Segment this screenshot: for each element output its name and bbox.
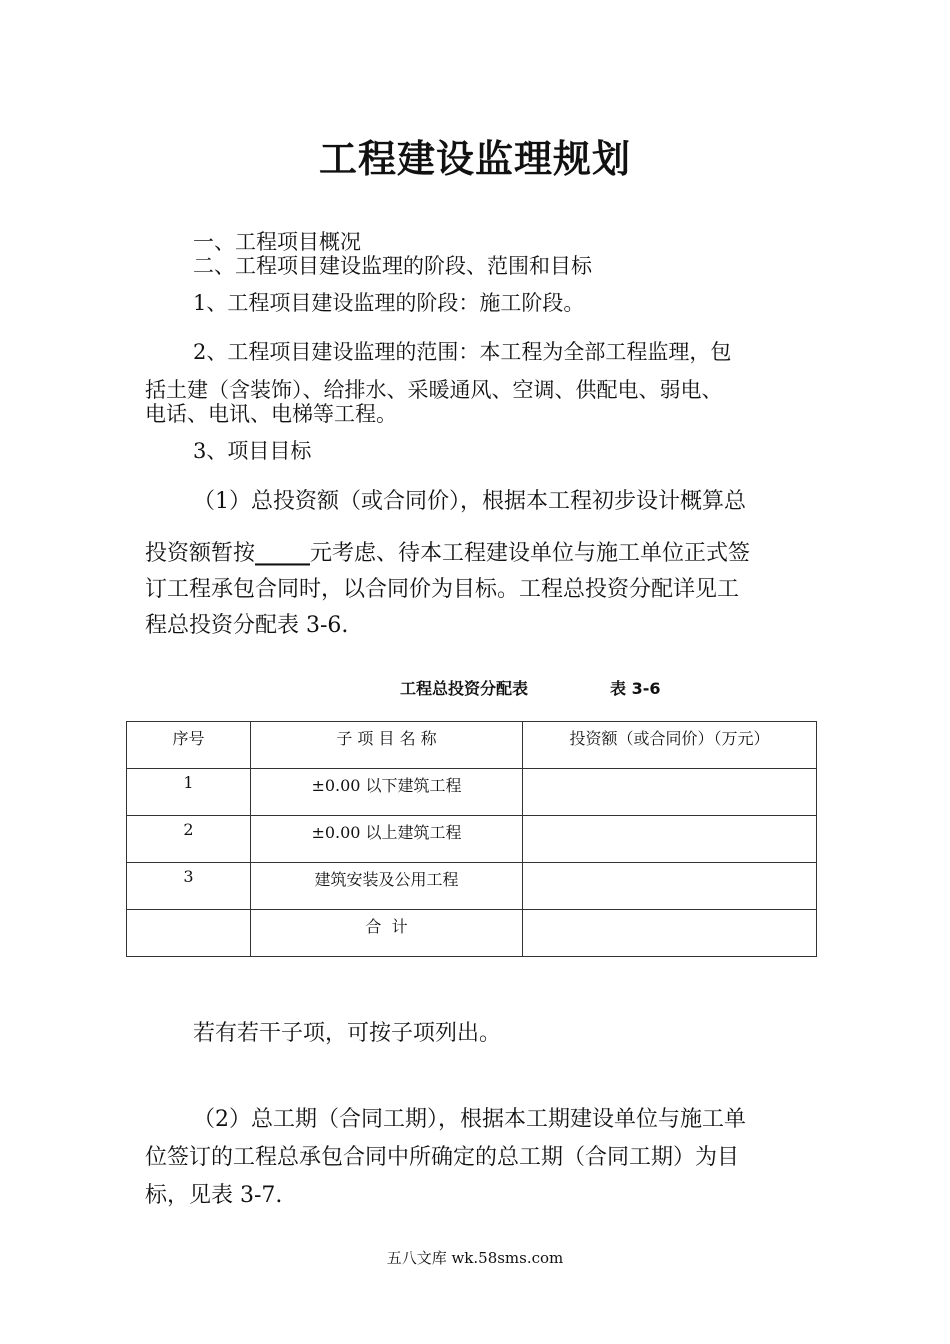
paragraph-duration-line1: （2）总工期（合同工期），根据本工期建设单位与施工单 [193, 1107, 746, 1132]
table-header-row [127, 722, 817, 769]
section-heading-scope: 二、工程项目建设监理的阶段、范围和目标 [193, 254, 592, 278]
section-heading-overview: 一、工程项目概况 [193, 230, 361, 254]
cell-index: 3 [127, 863, 251, 910]
cell-index: 1 [127, 769, 251, 816]
cell-index [127, 910, 251, 957]
table-total-row [127, 910, 817, 957]
paragraph-duration-line2: 位签订的工程总承包合同中所确定的总工期（合同工期）为目 [145, 1145, 740, 1170]
paragraph-investment-line1: （1）总投资额（或合同价），根据本工程初步设计概算总 [193, 489, 746, 514]
investment-text-before: 投资额暂按 [145, 541, 256, 566]
table-caption [400, 676, 661, 699]
paragraph-stage: 1、工程项目建设监理的阶段：施工阶段。 [193, 291, 585, 315]
cell-total-label: 合 计 [251, 910, 523, 957]
document-title: 工程建设监理规划 [318, 137, 631, 181]
paragraph-investment-line4: 程总投资分配表 3-6. [145, 613, 349, 638]
paragraph-investment-line3: 订工程承包合同时，以合同价为目标。工程总投资分配详见工 [145, 577, 740, 602]
paragraph-investment-line2 [145, 536, 750, 567]
paragraph-range-line2: 括土建（含装饰）、给排水、采暖通风、空调、供配电、弱电、 [145, 378, 723, 402]
table-row [127, 863, 817, 910]
paragraph-range-line3: 电话、电讯、电梯等工程。 [145, 402, 397, 426]
footer-watermark: 五八文库 wk.58sms.com [386, 1249, 564, 1267]
paragraph-duration-line3: 标，见表 3-7. [145, 1183, 283, 1208]
cell-investment [523, 910, 817, 957]
table-row [127, 769, 817, 816]
table-caption-name: 工程总投资分配表 [400, 679, 529, 698]
header-investment: 投资额（或合同价）（万元） [523, 722, 817, 769]
cell-item-name: ±0.00 以下建筑工程 [251, 769, 523, 816]
paragraph-range-line1: 2、工程项目建设监理的范围：本工程为全部工程监理，包 [193, 340, 732, 364]
investment-blank: _____ [255, 540, 311, 566]
investment-allocation-table [126, 721, 817, 957]
header-item-name: 子 项 目 名 称 [251, 722, 523, 769]
cell-investment [523, 863, 817, 910]
paragraph-subitems: 若有若干子项，可按子项列出。 [193, 1021, 502, 1046]
cell-item-name: ±0.00 以上建筑工程 [251, 816, 523, 863]
cell-investment [523, 816, 817, 863]
cell-item-name: 建筑安装及公用工程 [251, 863, 523, 910]
investment-text-after: 元考虑、待本工程建设单位与施工单位正式签 [310, 541, 751, 566]
paragraph-target-heading: 3、项目目标 [193, 439, 312, 463]
cell-index: 2 [127, 816, 251, 863]
table-caption-number: 表 3-6 [610, 679, 661, 698]
header-index: 序号 [127, 722, 251, 769]
table-row [127, 816, 817, 863]
cell-investment [523, 769, 817, 816]
